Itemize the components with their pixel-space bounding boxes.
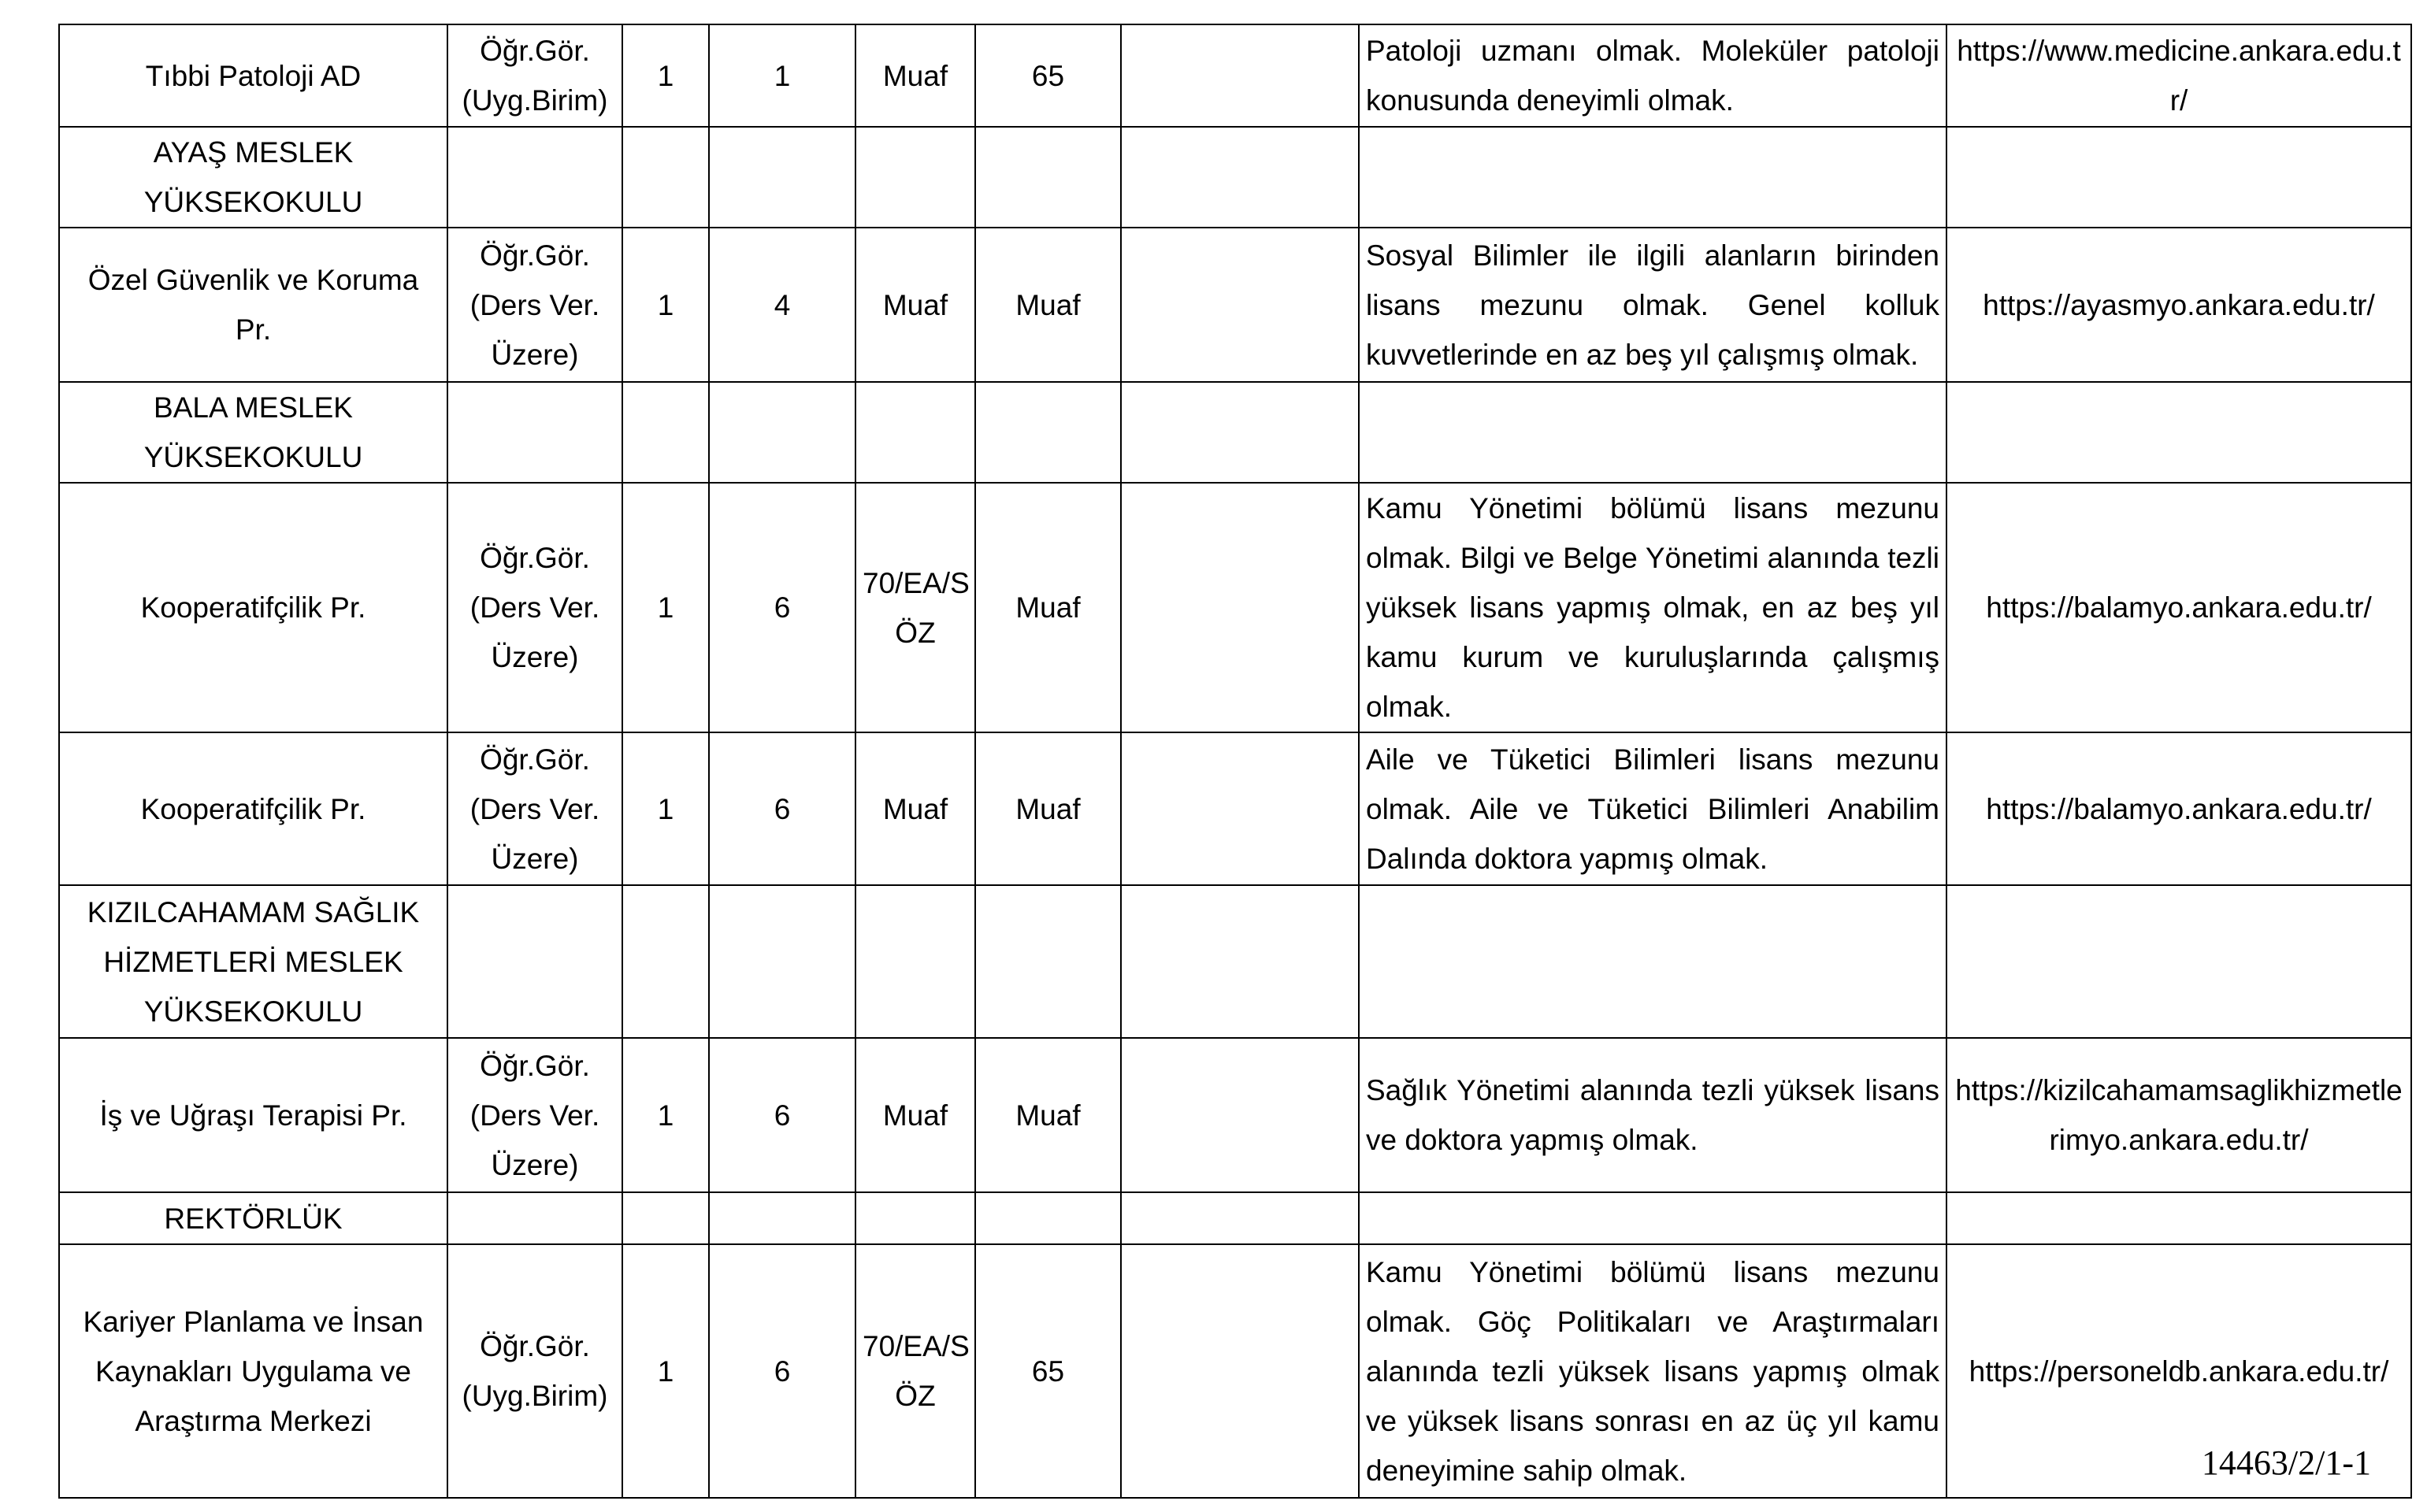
ales-cell: [855, 382, 975, 483]
table-row: [59, 24, 2411, 127]
requirements-cell: [1359, 885, 1946, 1038]
title-cell: [447, 382, 622, 483]
table-body: [59, 24, 2411, 1498]
extra-cell: [1121, 228, 1359, 382]
ales-cell: [855, 1192, 975, 1244]
grade-cell: 6: [709, 1038, 855, 1192]
title-cell: Öğr.Gör. (Ders Ver. Üzere): [447, 1038, 622, 1192]
requirements-cell: Sosyal Bilimler ile ilgili alanların birinden lisans mezunu olmak. Genel kolluk kuvvetlerinde en az beş yıl çalışmış olmak.: [1359, 228, 1946, 382]
unit-cell: İş ve Uğraşı Terapisi Pr.: [59, 1038, 447, 1192]
title-cell: Öğr.Gör. (Uyg.Birim): [447, 1244, 622, 1498]
title-cell: Öğr.Gör. (Ders Ver. Üzere): [447, 483, 622, 732]
title-cell: [447, 127, 622, 228]
unit-cell: Özel Güvenlik ve Koruma Pr.: [59, 228, 447, 382]
table-row: [59, 885, 2411, 1038]
extra-cell: [1121, 382, 1359, 483]
table-row: [59, 483, 2411, 732]
url-cell[interactable]: https://personeldb.ankara.edu.tr/: [1946, 1244, 2411, 1498]
title-cell: Öğr.Gör. (Ders Ver. Üzere): [447, 732, 622, 885]
requirements-cell: Kamu Yönetimi bölümü lisans mezunu olmak. Bilgi ve Belge Yönetimi alanında tezli yüksek lisans yapmış olmak, en az beş yıl kamu kurum ve kuruluşlarında çalışmış olmak.: [1359, 483, 1946, 732]
table-row: [59, 1244, 2411, 1498]
unit-cell: REKTÖRLÜK: [59, 1192, 447, 1244]
url-cell[interactable]: https://www.medicine.ankara.edu.tr/: [1946, 24, 2411, 127]
extra-cell: [1121, 1244, 1359, 1498]
table-row: [59, 1192, 2411, 1244]
url-cell: [1946, 885, 2411, 1038]
language-cell: Muaf: [975, 1038, 1121, 1192]
requirements-cell: Aile ve Tüketici Bilimleri lisans mezunu olmak. Aile ve Tüketici Bilimleri Anabilim Dalında doktora yapmış olmak.: [1359, 732, 1946, 885]
requirements-cell: [1359, 127, 1946, 228]
title-cell: Öğr.Gör. (Uyg.Birim): [447, 24, 622, 127]
ales-cell: Muaf: [855, 24, 975, 127]
extra-cell: [1121, 483, 1359, 732]
ales-cell: [855, 885, 975, 1038]
grade-cell: 6: [709, 732, 855, 885]
table-row: [59, 127, 2411, 228]
url-cell: [1946, 127, 2411, 228]
count-cell: 1: [622, 483, 709, 732]
ales-cell: 70/EA/S ÖZ: [855, 483, 975, 732]
url-cell[interactable]: https://kizilcahamamsaglikhizmetlerimyo.ankara.edu.tr/: [1946, 1038, 2411, 1192]
count-cell: [622, 382, 709, 483]
extra-cell: [1121, 1038, 1359, 1192]
positions-table: [58, 24, 2412, 1499]
language-cell: 65: [975, 24, 1121, 127]
document-code: 14463/2/1-1: [2201, 1443, 2371, 1482]
requirements-cell: Kamu Yönetimi bölümü lisans mezunu olmak. Göç Politikaları ve Araştırmaları alanında tezli yüksek lisans yapmış olmak ve yüksek lisans sonrası en az üç yıl kamu deneyimine sahip olmak.: [1359, 1244, 1946, 1498]
url-cell: [1946, 1192, 2411, 1244]
url-cell[interactable]: https://ayasmyo.ankara.edu.tr/: [1946, 228, 2411, 382]
language-cell: 65: [975, 1244, 1121, 1498]
title-cell: [447, 1192, 622, 1244]
unit-cell: KIZILCAHAMAM SAĞLIK HİZMETLERİ MESLEK YÜKSEKOKULU: [59, 885, 447, 1038]
count-cell: 1: [622, 1038, 709, 1192]
grade-cell: [709, 127, 855, 228]
count-cell: 1: [622, 228, 709, 382]
grade-cell: [709, 885, 855, 1038]
grade-cell: [709, 382, 855, 483]
language-cell: [975, 382, 1121, 483]
table-row: [59, 228, 2411, 382]
ales-cell: Muaf: [855, 228, 975, 382]
title-cell: Öğr.Gör. (Ders Ver. Üzere): [447, 228, 622, 382]
requirements-cell: Sağlık Yönetimi alanında tezli yüksek lisans ve doktora yapmış olmak.: [1359, 1038, 1946, 1192]
requirements-cell: Patoloji uzmanı olmak. Moleküler patoloji konusunda deneyimli olmak.: [1359, 24, 1946, 127]
grade-cell: 6: [709, 1244, 855, 1498]
count-cell: 1: [622, 732, 709, 885]
grade-cell: [709, 1192, 855, 1244]
url-cell[interactable]: https://balamyo.ankara.edu.tr/: [1946, 483, 2411, 732]
count-cell: [622, 1192, 709, 1244]
table-row: [59, 382, 2411, 483]
unit-cell: Tıbbi Patoloji AD: [59, 24, 447, 127]
language-cell: [975, 885, 1121, 1038]
title-cell: [447, 885, 622, 1038]
count-cell: [622, 885, 709, 1038]
extra-cell: [1121, 127, 1359, 228]
grade-cell: 4: [709, 228, 855, 382]
ales-cell: 70/EA/S ÖZ: [855, 1244, 975, 1498]
ales-cell: [855, 127, 975, 228]
extra-cell: [1121, 1192, 1359, 1244]
language-cell: Muaf: [975, 228, 1121, 382]
table-row: [59, 1038, 2411, 1192]
ales-cell: Muaf: [855, 732, 975, 885]
grade-cell: 6: [709, 483, 855, 732]
language-cell: Muaf: [975, 732, 1121, 885]
url-cell: [1946, 382, 2411, 483]
requirements-cell: [1359, 1192, 1946, 1244]
extra-cell: [1121, 24, 1359, 127]
count-cell: 1: [622, 24, 709, 127]
unit-cell: Kooperatifçilik Pr.: [59, 483, 447, 732]
language-cell: [975, 1192, 1121, 1244]
language-cell: Muaf: [975, 483, 1121, 732]
count-cell: [622, 127, 709, 228]
extra-cell: [1121, 732, 1359, 885]
unit-cell: AYAŞ MESLEK YÜKSEKOKULU: [59, 127, 447, 228]
grade-cell: 1: [709, 24, 855, 127]
ales-cell: Muaf: [855, 1038, 975, 1192]
unit-cell: Kariyer Planlama ve İnsan Kaynakları Uygulama ve Araştırma Merkezi: [59, 1244, 447, 1498]
extra-cell: [1121, 885, 1359, 1038]
unit-cell: Kooperatifçilik Pr.: [59, 732, 447, 885]
url-cell[interactable]: https://balamyo.ankara.edu.tr/: [1946, 732, 2411, 885]
language-cell: [975, 127, 1121, 228]
requirements-cell: [1359, 382, 1946, 483]
count-cell: 1: [622, 1244, 709, 1498]
table-row: [59, 732, 2411, 885]
unit-cell: BALA MESLEK YÜKSEKOKULU: [59, 382, 447, 483]
